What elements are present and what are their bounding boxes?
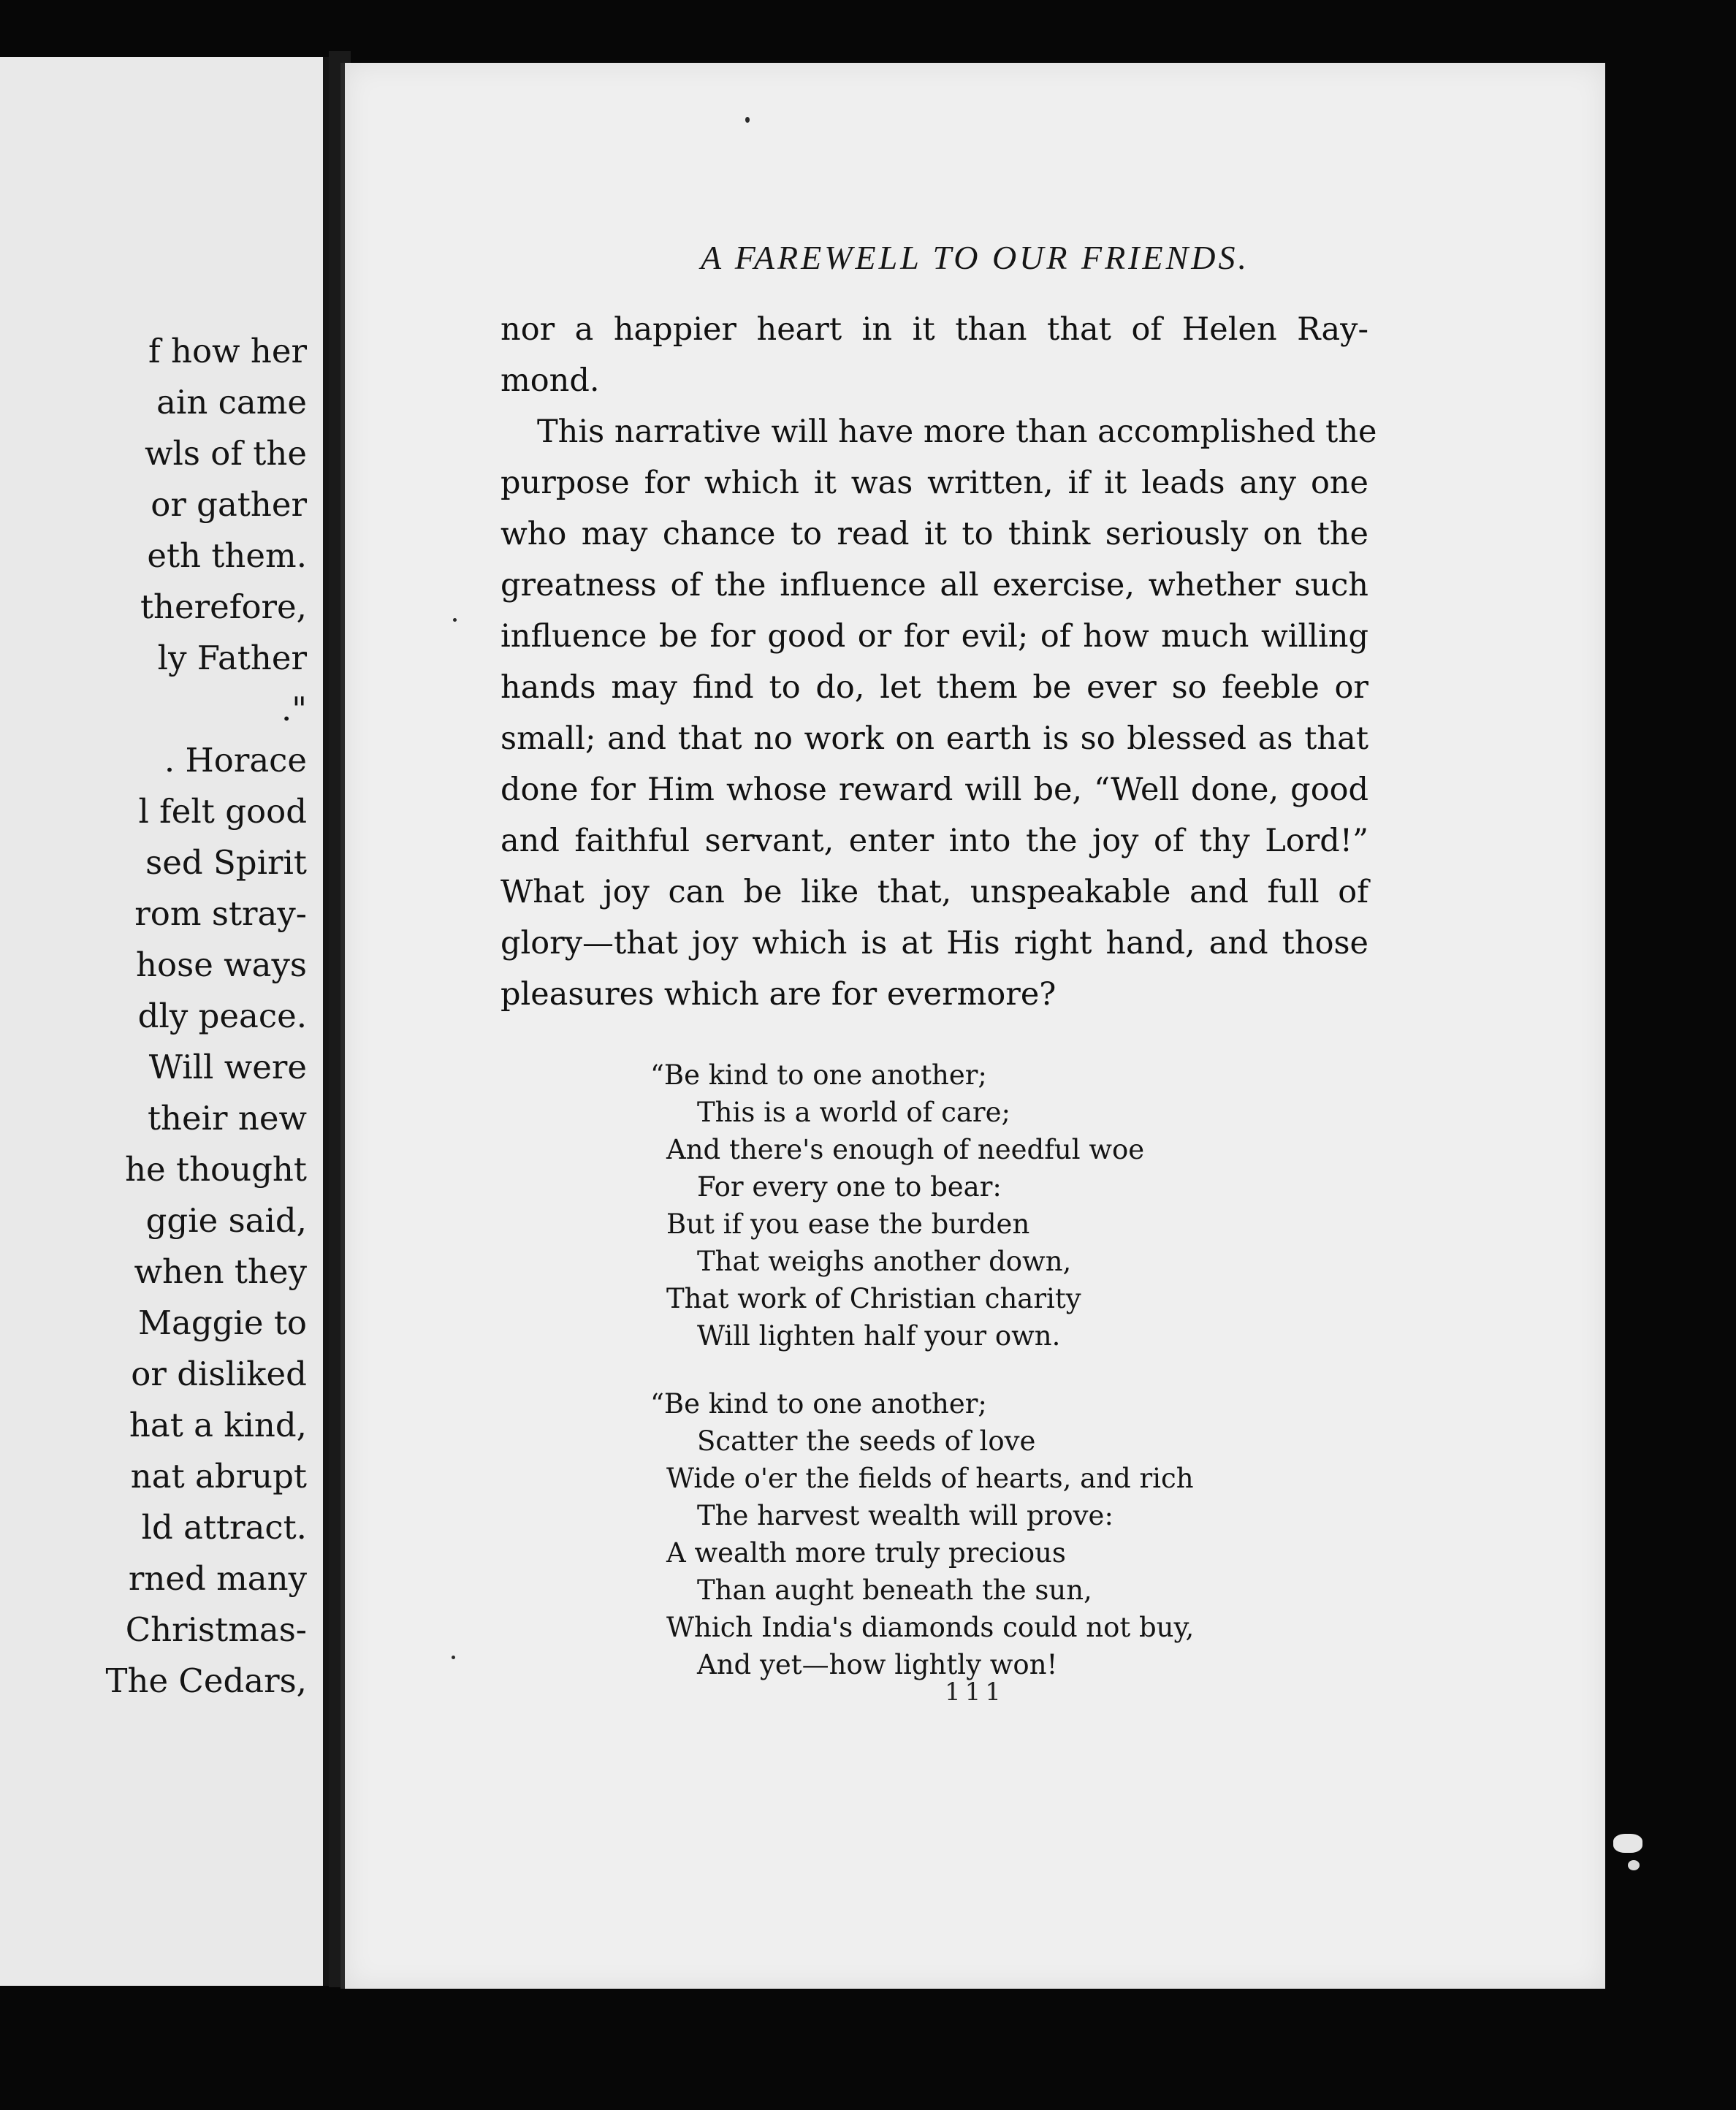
text-line: The Cedars,: [105, 1661, 307, 1700]
text-line: ly Father: [157, 639, 307, 677]
text-line: when they: [134, 1252, 307, 1291]
text-line: or gather: [151, 485, 307, 524]
text-line: ld attract.: [141, 1508, 307, 1547]
poem-line: That weighs another down,: [697, 1246, 1072, 1277]
text-line: hands may find to do, let them be ever so feeble or: [500, 669, 1368, 706]
scan-speck: [745, 117, 750, 123]
text-line: Maggie to: [137, 1303, 307, 1342]
poem-line: This is a world of care;: [697, 1097, 1010, 1128]
text-line: eth them.: [147, 536, 307, 575]
text-line: pleasures which are for evermore?: [500, 976, 1057, 1013]
text-line: purpose for which it was written, if it leads any one: [500, 465, 1368, 501]
text-line: sed Spirit: [145, 843, 307, 882]
poem-stanza-1: [650, 1056, 1145, 1355]
text-line: small; and that no work on earth is so blessed as that: [500, 720, 1368, 757]
text-line: done for Him whose reward will be, “Well done, good: [500, 772, 1368, 808]
running-head: A FAREWELL TO OUR FRIENDS.: [700, 239, 1249, 276]
text-line: greatness of the influence all exercise, whether such: [500, 567, 1368, 603]
text-line: Christmas-: [125, 1610, 307, 1649]
previous-page-text: [105, 326, 307, 1707]
page-number: 111: [945, 1677, 1005, 1707]
text-line: dly peace.: [137, 997, 307, 1035]
text-line: who may chance to read it to think seriously on the: [500, 516, 1368, 552]
text-line: . Horace: [164, 741, 307, 780]
text-line: or disliked: [131, 1355, 307, 1393]
poem-line: The harvest wealth will prove:: [697, 1500, 1113, 1531]
poem-line: But if you ease the burden: [666, 1208, 1030, 1240]
text-line: What joy can be like that, unspeakable and full of: [500, 874, 1368, 910]
text-line: therefore,: [140, 587, 307, 626]
poem-line: Which India's diamonds could not buy,: [666, 1612, 1195, 1643]
text-line: rned many: [128, 1559, 307, 1598]
poem-line: Will lighten half your own.: [697, 1320, 1061, 1352]
text-line: wls of the: [144, 434, 307, 473]
scan-speck: [453, 618, 457, 622]
text-line: mond.: [500, 362, 600, 399]
poem-stanza-2: [650, 1385, 1195, 1683]
scan-speck: [1613, 1834, 1642, 1853]
text-line: glory—that joy which is at His right hand, and those: [500, 925, 1368, 961]
poem-line: That work of Christian charity: [666, 1283, 1081, 1314]
current-page: [340, 63, 1605, 1989]
text-line: nat abrupt: [130, 1457, 307, 1496]
scan-speck: [1628, 1860, 1640, 1870]
text-line: l felt good: [138, 792, 307, 831]
text-line: rom stray-: [134, 894, 307, 933]
text-line: hose ways: [136, 945, 307, 984]
text-line: he thought: [125, 1150, 307, 1189]
poem-line: Than aught beneath the sun,: [697, 1574, 1092, 1606]
poem-line: And there's enough of needful woe: [666, 1134, 1145, 1165]
text-line: influence be for good or for evil; of how much willing: [500, 618, 1368, 655]
previous-page: [0, 57, 329, 1986]
poem-line: For every one to bear:: [697, 1171, 1002, 1203]
text-line: This narrative will have more than accomplished the: [537, 414, 1377, 450]
poem-line: A wealth more truly precious: [666, 1537, 1066, 1569]
poem-line: Scatter the seeds of love: [697, 1425, 1036, 1457]
poem-line: “Be kind to one another;: [650, 1059, 987, 1091]
text-line: f how her: [148, 332, 307, 370]
body-paragraphs: [500, 304, 1377, 1020]
text-line: their new: [147, 1099, 307, 1138]
text-line: ggie said,: [145, 1201, 307, 1240]
poem-line: “Be kind to one another;: [650, 1388, 987, 1420]
text-line: ain came: [156, 383, 307, 422]
poem-line: And yet—how lightly won!: [697, 1649, 1058, 1680]
text-line: Will were: [148, 1048, 307, 1086]
text-line: and faithful servant, enter into the joy of thy Lord!”: [500, 823, 1368, 859]
text-line: nor a happier heart in it than that of Helen Ray-: [500, 311, 1368, 348]
text-line: hat a kind,: [129, 1406, 307, 1444]
text-line: .": [281, 690, 307, 728]
poem-line: Wide o'er the fields of hearts, and rich: [666, 1463, 1194, 1494]
scan-speck: [452, 1656, 455, 1659]
